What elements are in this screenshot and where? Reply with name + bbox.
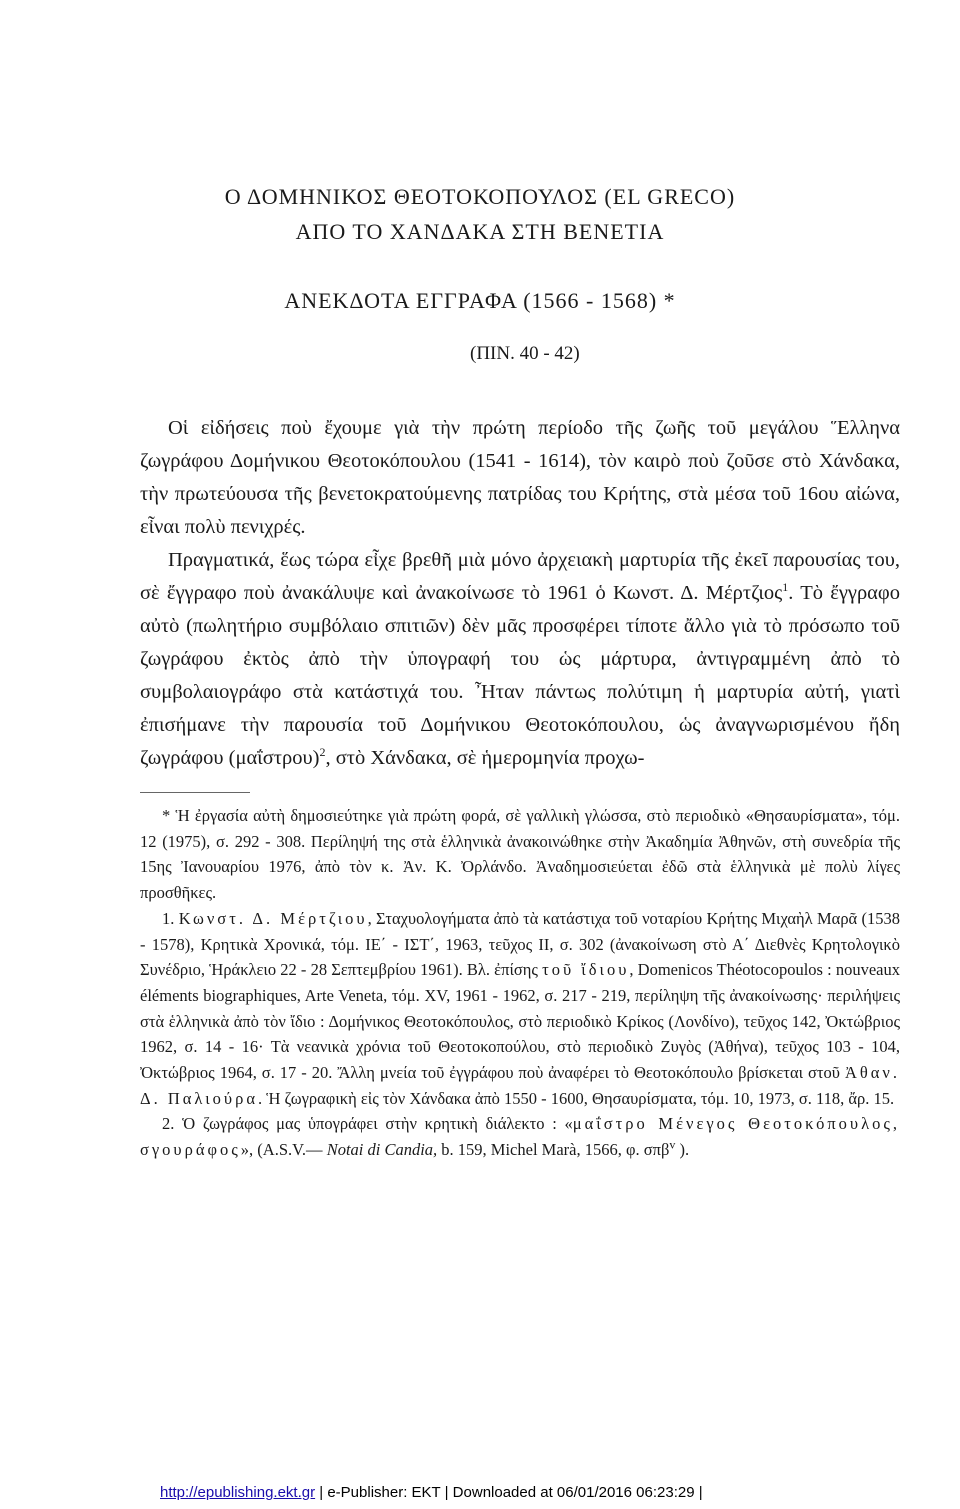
footnote-separator [140, 792, 250, 793]
article-subtitle: ΑΝΕΚΔΟΤΑ ΕΓΓΡΑΦΑ (1566 - 1568) * [284, 288, 676, 313]
footnote-1 [140, 906, 900, 1112]
footnote-2-number: 2. [162, 1114, 175, 1134]
footnote-ref-2: 2 [319, 745, 326, 760]
paragraph-2-part-c: , στὸ Χάνδακα, σὲ ἡμερομηνία προχω- [325, 747, 645, 769]
footnote-1-author: Κωνστ. Δ. Μέρτζιου [178, 908, 368, 928]
plates-reference: (ΠΙΝ. 40 - 42) [470, 343, 580, 364]
paragraph-1: Οἱ εἰδήσεις ποὺ ἔχουμε γιὰ τὴν πρώτη περίοδο τῆς ζωῆς τοῦ μεγάλου Ἕλληνα ζωγράφου Δομήνικου Θεοτοκόπουλου (1541 - 1614), τὸν καιρὸ ποὺ ζοῦσε στὸ Χάνδακα, τὴν πρωτεύουσα τῆς βενετοκρατούμενης πατρίδας του Κρήτης, στὰ μέσα τοῦ 16ου αἰώνα, εἶναι πολὺ πενιχρές. [140, 417, 900, 538]
article-title-line-2: ΑΠΟ ΤΟ ΧΑΝΔΑΚΑ ΣΤΗ ΒΕΝΕΤΙΑ [295, 219, 665, 244]
footnote-2-text-d: ). [675, 1140, 690, 1160]
footnote-1-text-b: , Domenicos Théotocopoulos : nouveaux éléments biographiques, Arte Veneta, τόμ. XV, 1961 - 1962, σ. 217 - 219, περίληψη τῆς ἀνακοίνωσης· περιλήψεις στὰ ἑλληνικὰ ἀπὸ τὸν ἴδιο : Δομήνικος Θεοτοκόπουλος, στὸ περιοδικὸ Κρίκος (Λονδίνο), τεῦχος 142, Ὀκτώβριος 1962, σ. 14 - 16· Τὰ νεανικὰ χρόνια τοῦ Θεοτοκοπούλου, στὸ περιοδικὸ Ζυγὸς (Ἀθήνα), τεῦχος 103 - 104, Ὀκτώβριος 1964, σ. 17 - 20. Ἄλλη μνεία τοῦ ἐγγράφου ποὺ ἀναφέρει τὸ Θεοτοκόπουλο βρίσκεται στοῦ [140, 960, 901, 1083]
download-footer [160, 1484, 703, 1501]
epublishing-link[interactable]: http://epublishing.ekt.gr [160, 1484, 316, 1501]
paragraph-2-part-a: Πραγματικά, ἕως τώρα εἶχε βρεθῆ μιὰ μόνο ἀρχειακὴ μαρτυρία τῆς ἐκεῖ παρουσίας του, σὲ ἔγγραφο ποὺ ἀνακάλυψε καὶ ἀνακοίνωσε τὸ 1961 ὁ Κωνστ. Δ. Μέρτζιος [140, 549, 900, 604]
footnote-1-paliouras: Ἀθαν. Δ. Παλιούρα [140, 1063, 900, 1108]
footnote-1-text-c: . Ἡ ζωγραφικὴ εἰς τὸν Χάνδακα ἀπὸ 1550 - 1600, Θησαυρίσματα, τόμ. 10, 1973, σ. 118, ἄρ. 15. [257, 1088, 895, 1108]
footnote-1-number: 1. [162, 908, 175, 928]
footnote-2-text-c: b. 159, Michel Marà, 1566, φ. σπβ [437, 1140, 670, 1160]
footnote-2-text-b: », (A.S.V.— [240, 1140, 327, 1160]
article-title-line-1: Ο ΔΟΜΗΝΙΚΟΣ ΘΕΟΤΟΚΟΠΟΥΛΟΣ (EL GRECO) [224, 184, 736, 209]
footnote-2-text-a: Ὁ ζωγράφος μας ὑπογράφει στὴν κρητικὴ διάλεκτο : « [182, 1114, 573, 1134]
paragraph-2 [140, 544, 900, 775]
footnote-1-tou-idiou: τοῦ ἴδιου [542, 960, 630, 980]
footnote-ref-1: 1 [782, 580, 789, 595]
footnote-2-sup: v [669, 1137, 676, 1152]
footnote-star: * Ἡ ἐργασία αὐτὴ δημοσιεύτηκε γιὰ πρώτη φορά, σὲ γαλλικὴ γλώσσα, στὸ περιοδικὸ «Θησαυρίσματα», τόμ. 12 (1975), σ. 292 - 308. Περίληψή της στὰ ἑλληνικὰ ἀνακοινώθηκε στὴν Ἀκαδημία Ἀθηνῶν, στὴ συνεδρία τῆς 15ης Ἰανουαρίου 1976, ἀπὸ τὸν κ. Ἀν. Κ. Ὀρλάνδο. Ἀναδημοσιεύεται ἐδῶ στὰ ἑλληνικὰ μὲ πολὺ λίγες προσθῆκες. [140, 806, 900, 903]
footnote-2-italic: Notai di Candia, [326, 1140, 438, 1160]
footer-info: | e-Publisher: EKT | Downloaded at 06/01/2016 06:23:29 | [315, 1484, 703, 1501]
paragraph-2-part-b: . Τὸ ἔγγραφο αὐτὸ (πωλητήριο συμβόλαιο σπιτιῶν) δὲν μᾶς προσφέρει τίποτε ἄλλο γιὰ τὸ πρόσωπο τοῦ ζωγράφου ἐκτὸς ἀπὸ τὴν ὑπογραφή του ὡς μάρτυρα, ἀντιγραμμένη ἀπὸ τὸ συμβολαιογράφο στὰ κατάστιχά του. Ἦταν πάντως πολύτιμη ἡ μαρτυρία αὐτή, γιατὶ ἐπισήμανε τὴν παρουσία τοῦ Δομήνικου Θεοτοκόπουλου, ὡς ἀναγνωρισμένου ἤδη ζωγράφου (μαΐστρου) [140, 582, 900, 769]
main-text [140, 412, 900, 775]
footnotes [140, 803, 900, 1163]
footnote-2 [140, 1111, 900, 1162]
footnote-2-signature: μαΐστρο Μένεγος Θεοτοκόπουλος, σγουράφος [140, 1114, 901, 1160]
footnote-1-text-a: , Σταχυολογήματα ἀπὸ τὰ κατάστιχα τοῦ νοταρίου Κρήτης Μιχαὴλ Μαρᾶ (1538 - 1578), Κρητικὰ Χρονικά, τόμ. ΙΕ΄ - ΙΣΤ΄, 1963, τεῦχος ΙΙ, σ. 302 (ἀνακοίνωση στὸ Α΄ Διεθνὲς Κρητολογικὸ Συνέδριο, Ἡράκλειο 22 - 28 Σεπτεμβρίου 1961). Βλ. ἐπίσης [140, 908, 900, 980]
